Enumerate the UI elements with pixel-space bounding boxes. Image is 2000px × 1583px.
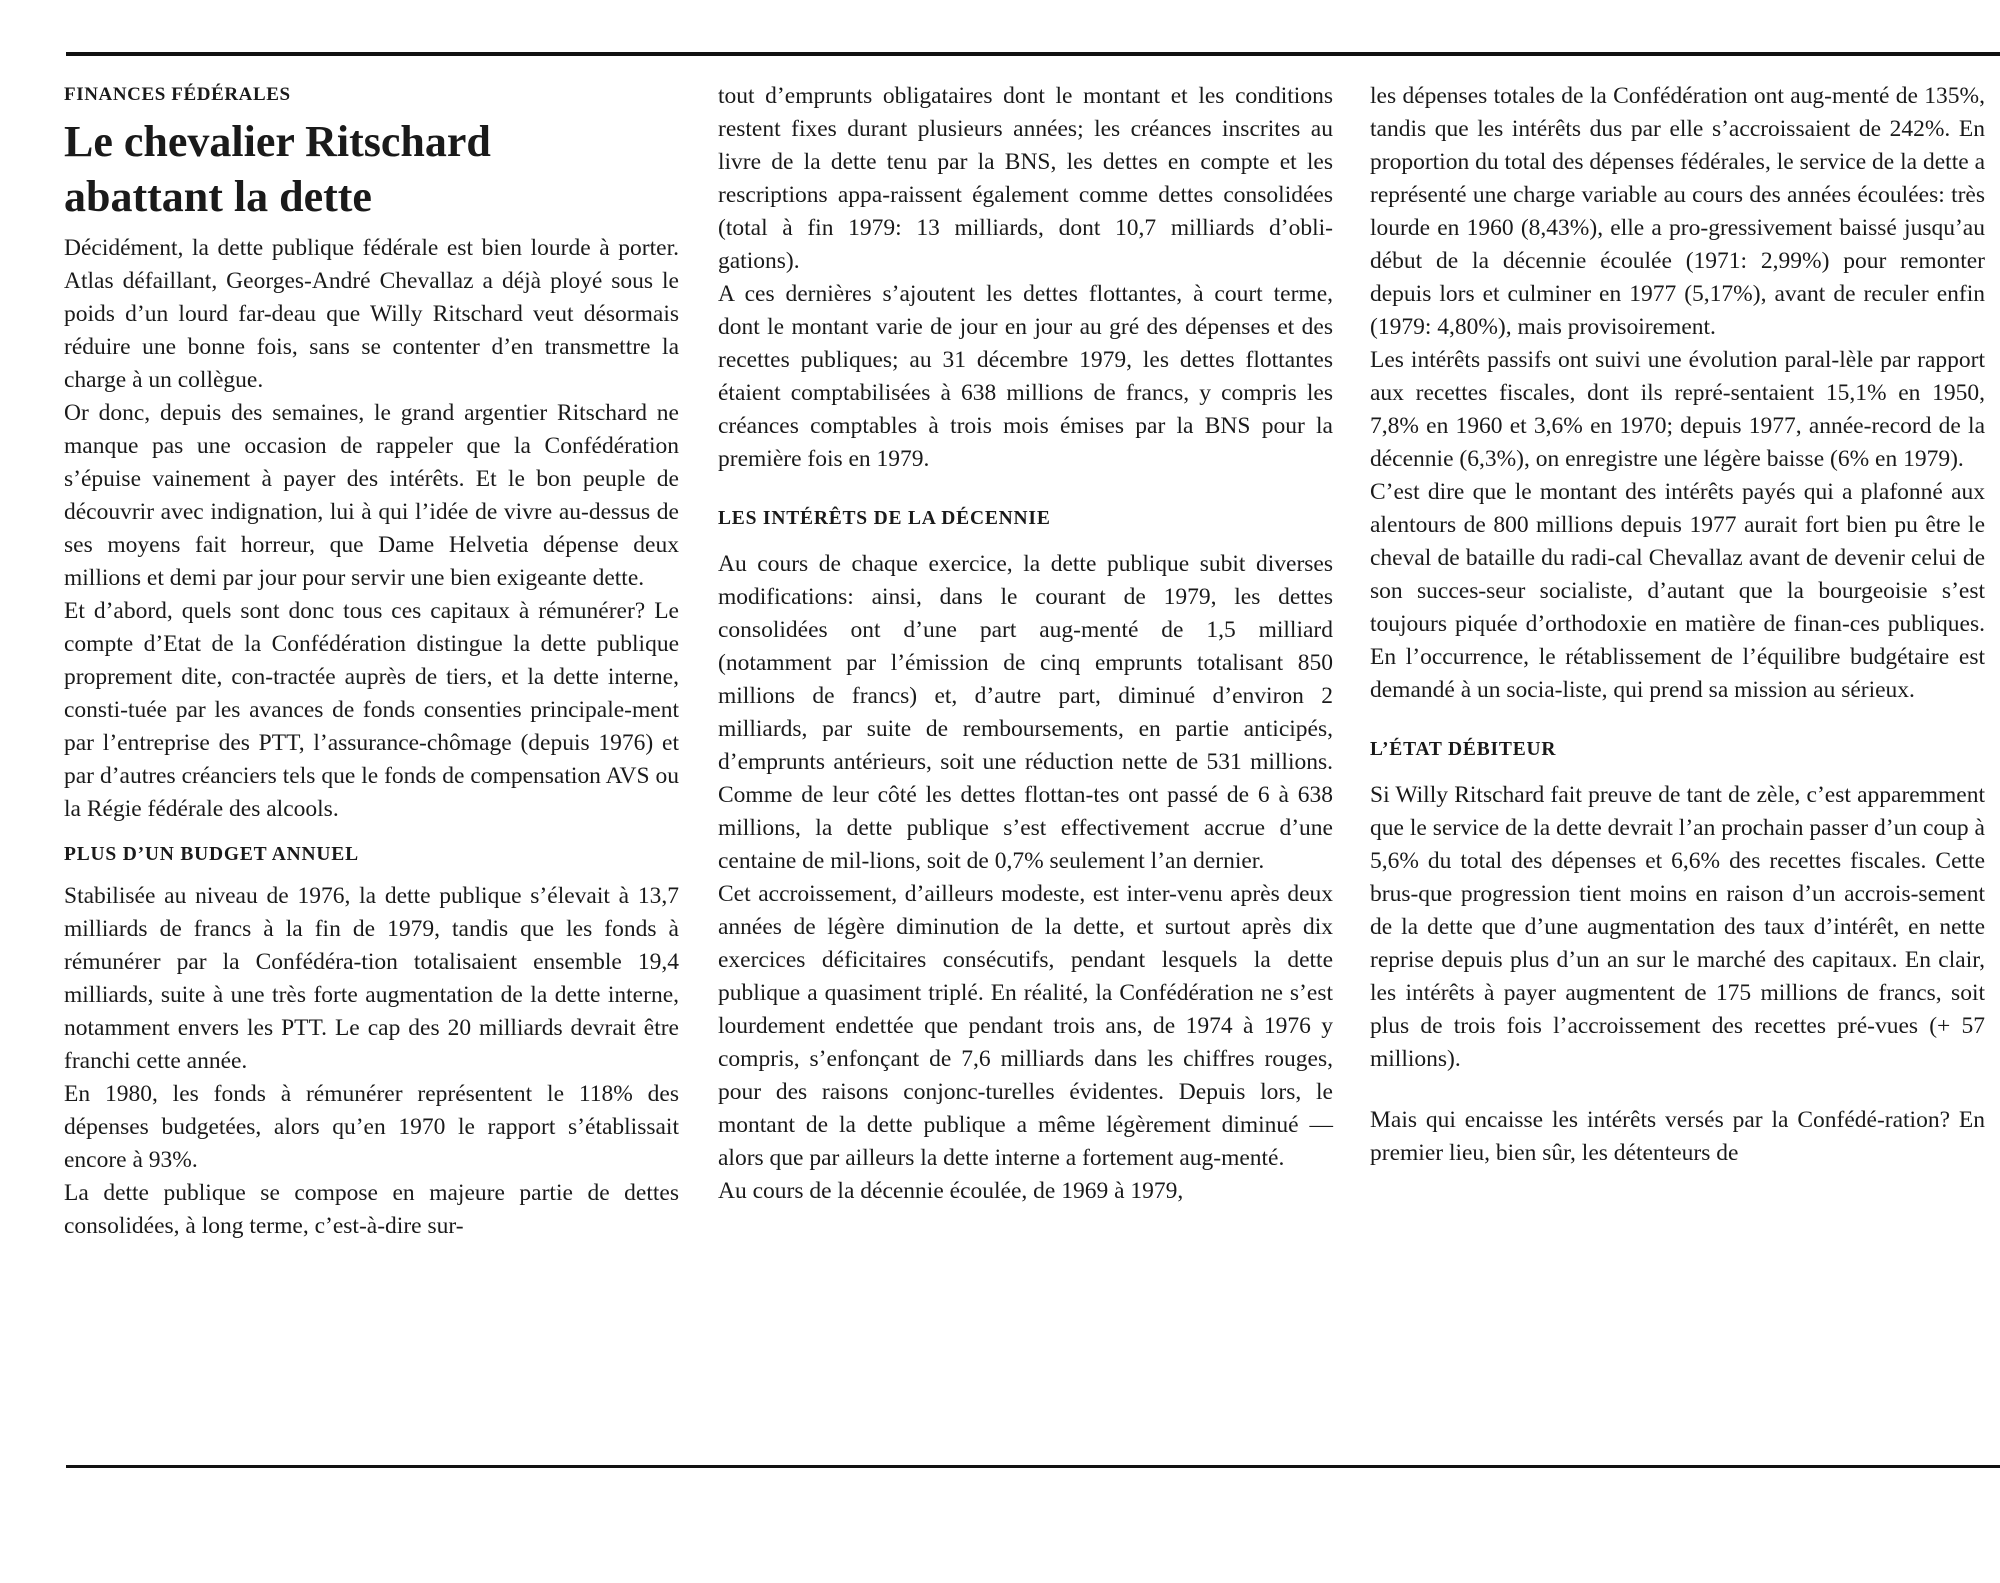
paragraph: En 1980, les fonds à rémunérer représentent le 118% des dépenses budgetées, alors qu’en 1970 le rapport s’établissait encore à 93%. [64,1081,679,1173]
paragraph: Les intérêts passifs ont suivi une évolution paral-lèle par rapport aux recettes fiscales, dont ils repré-sentaient 15,1% en 1950, 7,8% en 1960 et 3,6% en 1970; depuis 1977, année-record de la décennie (6,3%), on enregistre une légère baisse (6% en 1979). [1370,347,1985,472]
subheading-etat-debiteur: L’ÉTAT DÉBITEUR [1370,739,1557,760]
paragraph: Si Willy Ritschard fait preuve de tant de zèle, c’est apparemment que le service de la dette devrait l’an prochain passer d’un coup à 5,6% du total des dépenses et 6,6% des recettes fiscales. Cette brus-que progression tient moins en raison d’un accrois-sement de la dette que d’une augmentation des taux d’intérêt, en nette reprise depuis plus d’un an sur le marché des capitaux. En clair, les intérêts à payer augmentent de 175 millions de francs, soit plus de trois fois l’accroissement des recettes pré-vues (+ 57 millions). [1370,782,1985,1072]
paragraph: Décidément, la dette publique fédérale est bien lourde à porter. Atlas défaillant, Georges-André Chevallaz a déjà ployé sous le poids d’un lourd far-deau que Willy Ritschard veut désormais réduire une bonne fois, sans se contenter d’en transmettre la charge à un collègue. [64,235,679,393]
subheading-budget: PLUS D’UN BUDGET ANNUEL [64,844,359,865]
article-headline [64,114,679,224]
bottom-rule [66,1465,2000,1468]
paragraph: La dette publique se compose en majeure partie de dettes consolidées, à long terme, c’est-à-dire sur- [64,1180,679,1239]
section-kicker: FINANCES FÉDÉRALES [64,84,291,105]
column-1 [64,80,679,1243]
paragraph: Et d’abord, quels sont donc tous ces capitaux à rémunérer? Le compte d’Etat de la Confédération distingue la dette publique proprement dite, con-tractée auprès de tiers, et la dette interne, consti-tuée par les avances de fonds consenties principale-ment par l’entreprise des PTT, l’assurance-chômage (depuis 1976) et par d’autres créanciers tels que le fonds de compensation AVS ou la Régie fédérale des alcools. [64,598,679,822]
paragraph: A ces dernières s’ajoutent les dettes flottantes, à court terme, dont le montant varie de jour en jour au gré des dépenses et des recettes publiques; au 31 décembre 1979, les dettes flottantes étaient comptabilisées à 638 millions de francs, y compris les créances comptables à trois mois émises par la BNS pour la première fois en 1979. [718,281,1333,472]
column-3 [1370,80,1985,1170]
paragraph: Mais qui encaisse les intérêts versés par la Confédé-ration? En premier lieu, bien sûr, les détenteurs de [1370,1107,1985,1166]
headline-line-2: abattant la dette [64,172,372,221]
paragraph: Cet accroissement, d’ailleurs modeste, est inter-venu après deux années de légère diminution de la dette, et surtout après dix exercices déficitaires consécutifs, pendant lesquels la dette publique a quasiment triplé. En réalité, la Confédération ne s’est lourdement endettée que pendant trois ans, de 1974 à 1976 y compris, s’enfonçant de 7,6 milliards dans les chiffres rouges, pour des raisons conjonc-turelles évidentes. Depuis lors, le montant de la dette publique a même légèrement diminué — alors que par ailleurs la dette interne a fortement aug-menté. [718,881,1333,1171]
paragraph: Au cours de la décennie écoulée, de 1969 à 1979, [718,1178,1184,1204]
headline-line-1: Le chevalier Ritschard [64,117,491,166]
subheading-interets: LES INTÉRÊTS DE LA DÉCENNIE [718,508,1051,529]
column-2 [718,80,1333,1208]
paragraph: Or donc, depuis des semaines, le grand argentier Ritschard ne manque pas une occasion de rappeler que la Confédération s’épuise vainement à payer des intérêts. Et le bon peuple de découvrir avec indignation, lui à qui l’idée de vivre au-dessus de ses moyens fait horreur, que Dame Helvetia dépense deux millions et demi par jour pour servir une bien exigeante dette. [64,400,679,591]
paragraph: Stabilisée au niveau de 1976, la dette publique s’élevait à 13,7 milliards de francs à la fin de 1979, tandis que les fonds à rémunérer par la Confédéra-tion totalisaient ensemble 19,4 milliards, suite à une très forte augmentation de la dette interne, notamment envers les PTT. Le cap des 20 milliards devrait être franchi cette année. [64,883,679,1074]
paragraph: tout d’emprunts obligataires dont le montant et les conditions restent fixes durant plusieurs années; les créances inscrites au livre de la dette tenu par la BNS, les dettes en compte et les rescriptions appa-raissent également comme dettes consolidées (total à fin 1979: 13 milliards, dont 10,7 milliards d’obli-gations). [718,83,1333,274]
top-rule [66,52,2000,56]
paragraph: Au cours de chaque exercice, la dette publique subit diverses modifications: ainsi, dans le courant de 1979, les dettes consolidées ont d’une part aug-menté de 1,5 milliard (notamment par l’émission de cinq emprunts totalisant 850 millions de francs) et, d’autre part, diminué d’environ 2 milliards, par suite de remboursements, en partie anticipés, d’emprunts antérieurs, soit une réduction nette de 531 millions. Comme de leur côté les dettes flottan-tes ont passé de 6 à 638 millions, la dette publique s’est effectivement accrue d’une centaine de mil-lions, soit de 0,7% seulement l’an dernier. [718,551,1333,874]
paragraph: C’est dire que le montant des intérêts payés qui a plafonné aux alentours de 800 millions depuis 1977 aurait fort bien pu être le cheval de bataille du radi-cal Chevallaz avant de devenir celui de son succes-seur socialiste, d’autant que la bourgeoisie s’est toujours piquée d’orthodoxie en matière de finan-ces publiques. En l’occurrence, le rétablissement de l’équilibre budgétaire est demandé à un socia-liste, qui prend sa mission au sérieux. [1370,479,1985,703]
paragraph: les dépenses totales de la Confédération ont aug-menté de 135%, tandis que les intérêts dus par elle s’accroissaient de 242%. En proportion du total des dépenses fédérales, le service de la dette a représenté une charge variable au cours des années écoulées: très lourde en 1960 (8,43%), elle a pro-gressivement baissé jusqu’au début de la décennie écoulée (1971: 2,99%) pour remonter depuis lors et culminer en 1977 (5,17%), avant de reculer enfin (1979: 4,80%), mais provisoirement. [1370,83,1985,340]
